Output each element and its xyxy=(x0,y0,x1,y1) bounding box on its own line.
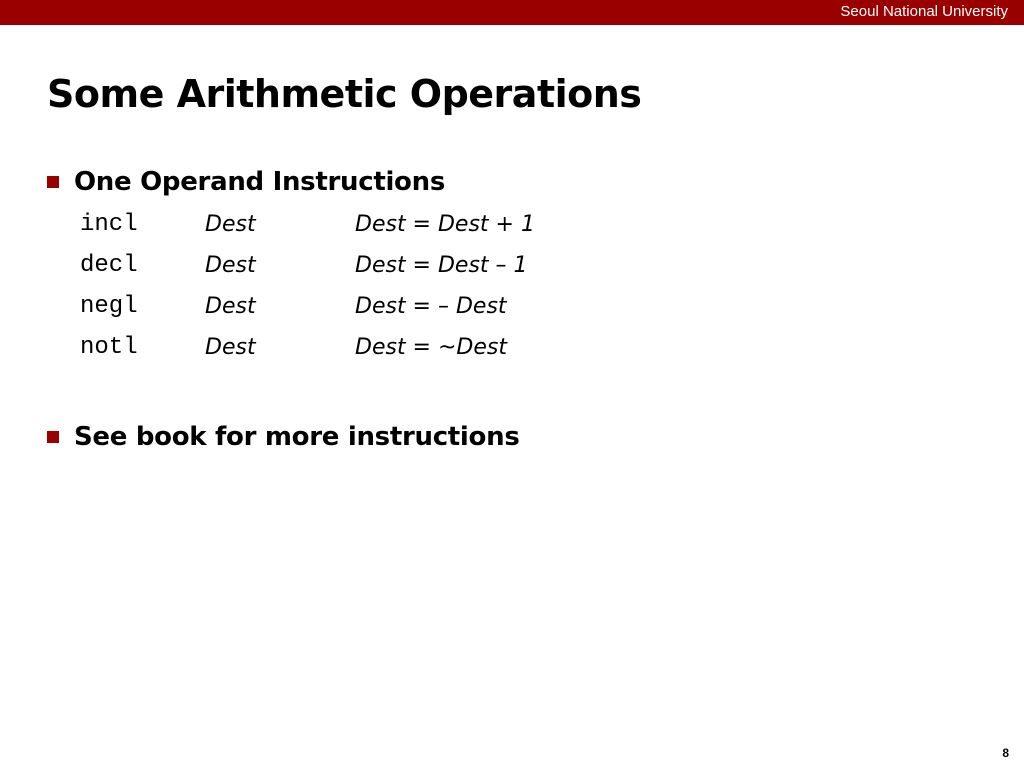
instruction-row-notl xyxy=(0,330,1024,364)
instruction-effect: Dest = ~Dest xyxy=(355,335,507,360)
bullet-see-book xyxy=(47,420,520,454)
instruction-row-incl xyxy=(0,207,1024,241)
bullet-text: See book for more instructions xyxy=(74,422,520,452)
instruction-effect: Dest = – Dest xyxy=(355,294,507,319)
page-number: 8 xyxy=(1002,746,1009,760)
header-bar xyxy=(0,0,1024,25)
instruction-effect: Dest = Dest – 1 xyxy=(355,253,528,278)
slide-title: Some Arithmetic Operations xyxy=(47,72,642,116)
square-bullet-icon xyxy=(47,431,59,443)
instruction-mnemonic: incl xyxy=(80,211,138,238)
instruction-operand: Dest xyxy=(205,294,256,319)
instruction-operand: Dest xyxy=(205,212,256,237)
bullet-one-operand xyxy=(47,165,445,199)
instruction-row-negl xyxy=(0,289,1024,323)
instruction-operand: Dest xyxy=(205,253,256,278)
instruction-mnemonic: negl xyxy=(80,293,138,320)
institution-name: Seoul National University xyxy=(840,3,1008,20)
instruction-row-decl xyxy=(0,248,1024,282)
instruction-operand: Dest xyxy=(205,335,256,360)
square-bullet-icon xyxy=(47,176,59,188)
instruction-mnemonic: notl xyxy=(80,334,138,361)
instruction-mnemonic: decl xyxy=(80,252,138,279)
instruction-effect: Dest = Dest + 1 xyxy=(355,212,535,237)
bullet-text: One Operand Instructions xyxy=(74,167,446,197)
